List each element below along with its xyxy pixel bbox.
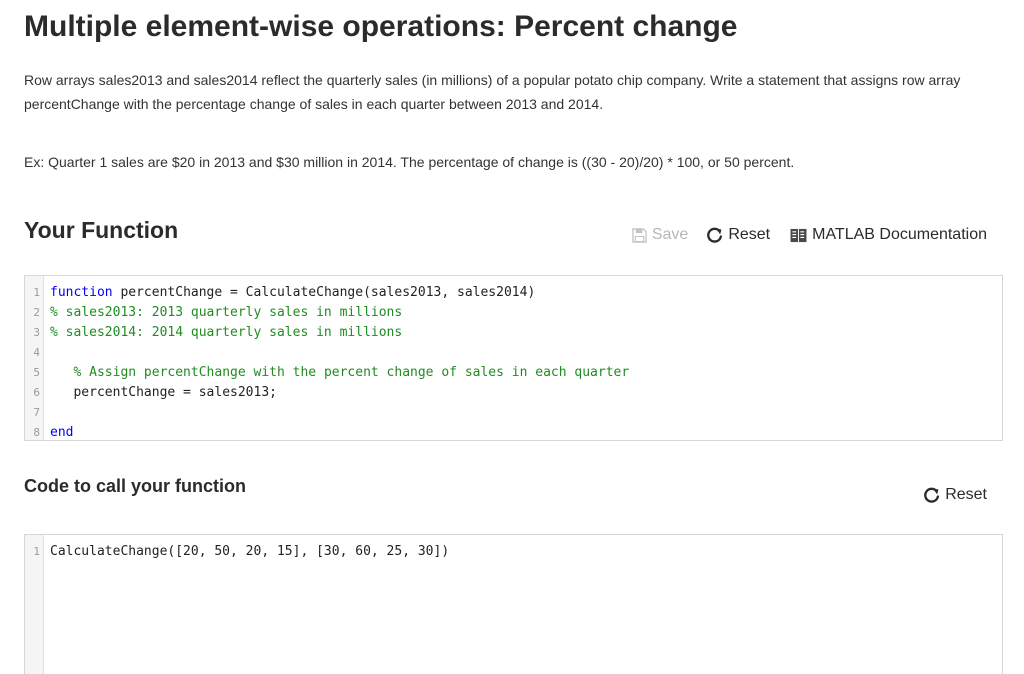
code-line: [25, 423, 1002, 441]
code-indent: [50, 385, 73, 400]
matlab-documentation-link[interactable]: [790, 226, 987, 244]
line-number: 3: [33, 326, 40, 339]
code-text: [50, 383, 277, 403]
line-number: 5: [33, 366, 40, 379]
code-text: [50, 303, 402, 323]
page-title: Multiple element-wise operations: Percent change: [24, 10, 738, 43]
function-toolbar: [632, 226, 987, 244]
code-text: [50, 283, 535, 303]
reset-button[interactable]: [706, 226, 770, 244]
line-number: 4: [33, 346, 40, 359]
code-indent: [50, 365, 73, 380]
code-line: [25, 363, 1002, 383]
call-reset-label: Reset: [945, 486, 987, 503]
call-reset-button[interactable]: [923, 486, 987, 504]
reset-arrow-icon: [923, 487, 940, 504]
line-number: 7: [33, 406, 40, 419]
save-button[interactable]: [632, 226, 688, 244]
code-line: [25, 323, 1002, 343]
code-text: [50, 542, 449, 562]
code-statement: percentChange = CalculateChange(sales2013, sales2014): [112, 285, 536, 300]
code-text: [50, 423, 73, 441]
code-line: [25, 303, 1002, 323]
reset-arrow-icon: [706, 227, 723, 244]
code-text: [50, 363, 629, 383]
call-code-editor[interactable]: [24, 534, 1003, 674]
reset-label: Reset: [728, 226, 771, 243]
documentation-label: MATLAB Documentation: [812, 226, 987, 243]
function-code-editor[interactable]: [24, 275, 1003, 441]
problem-example: Ex: Quarter 1 sales are $20 in 2013 and $30 million in 2014. The percentage of change is ((30 - 20)/20) * 100, or 50 percent.: [24, 154, 795, 170]
line-number: 1: [33, 545, 40, 558]
call-function-heading: Code to call your function: [24, 476, 247, 496]
code-line: [25, 542, 1002, 562]
code-text: [50, 323, 402, 343]
code-comment: % Assign percentChange with the percent change of sales in each quarter: [73, 365, 630, 380]
problem-description: Row arrays sales2013 and sales2014 reflect the quarterly sales (in millions) of a popular potato chip company. Write a statement that assigns row array percentChange with the percentage change of sales in each quarter between 2013 and 2014.: [24, 72, 961, 112]
line-number: 6: [33, 386, 40, 399]
code-comment: % sales2014: 2014 quarterly sales in millions: [50, 325, 403, 340]
code-keyword: function: [50, 285, 113, 300]
code-statement: percentChange = sales2013;: [73, 385, 277, 400]
your-function-heading: Your Function: [24, 217, 179, 243]
line-number: 2: [33, 306, 40, 319]
line-number: 8: [33, 426, 40, 439]
code-line: [25, 383, 1002, 403]
line-number: 1: [33, 286, 40, 299]
code-statement: CalculateChange([20, 50, 20, 15], [30, 60, 25, 30]): [50, 544, 450, 559]
book-icon: [790, 228, 807, 243]
save-label: Save: [651, 226, 689, 243]
code-line: [25, 283, 1002, 303]
floppy-disk-icon: [632, 228, 647, 243]
code-line: [25, 403, 1002, 423]
code-line: [25, 343, 1002, 363]
code-keyword: end: [50, 425, 74, 440]
code-comment: % sales2013: 2013 quarterly sales in millions: [50, 305, 403, 320]
